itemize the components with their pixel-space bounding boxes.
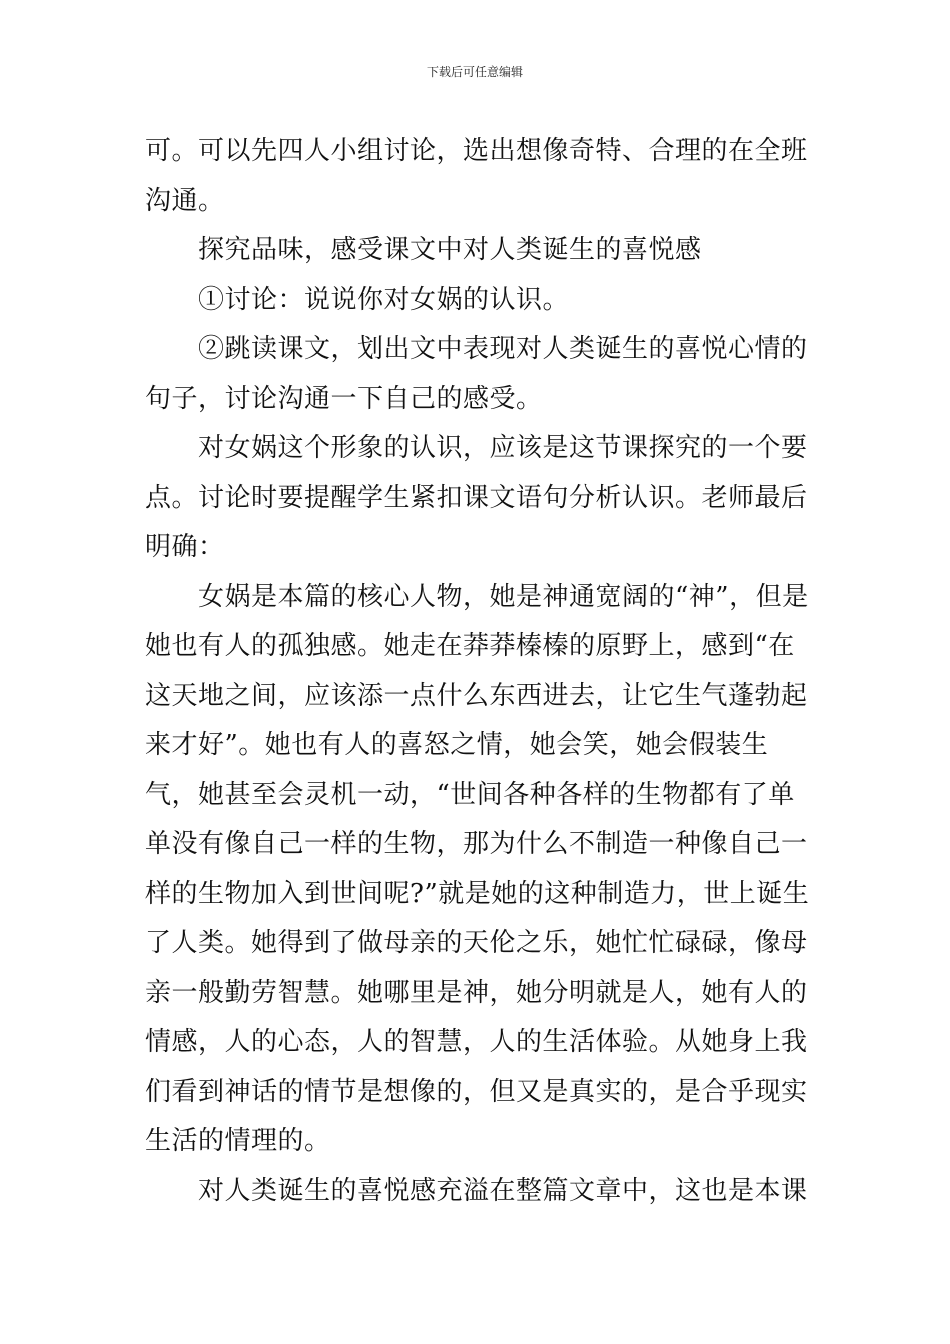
body-text xyxy=(145,127,810,1216)
paragraph-3: ①讨论：说说你对女娲的认识。 xyxy=(198,284,570,315)
paragraph-5: 对女娲这个形象的认识，应该是这节课探究的一个要点。讨论时要提醒学生紧扣课文语句分析认识。老师最后明确： xyxy=(145,433,808,562)
paragraph-7: 对人类诞生的喜悦感充溢在整篇文章中，这也是本课 xyxy=(198,1175,808,1206)
paragraph-1: 可。可以先四人小组讨论，选出想像奇特、合理的在全班沟通。 xyxy=(145,136,808,216)
paragraph-2: 探究品味，感受课文中对人类诞生的喜悦感 xyxy=(198,235,702,265)
page-header: 下载后可任意编辑 xyxy=(426,65,523,79)
paragraph-6: 女娲是本篇的核心人物，她是神通宽阔的“神”，但是她也有人的孤独感。她走在莽莽榛榛的原野上，感到“在这天地之间，应该添一点什么东西进去，让它生气蓬勃起来才好”。她也有人的喜怒之情，她会笑，她会假装生气，她甚至会灵机一动，“世间各种各样的生物都有了单单没有像自己一样的生物，那为什么不制造一种像自己一样的生物加入到世间呢?”就是她的这种制造力，世上诞生了人类。她得到了做母亲的天伦之乐，她忙忙碌碌，像母亲一般勤劳智慧。她哪里是神，她分明就是人，她有人的情感，人的心态，人的智慧，人的生活体验。从她身上我们看到神话的情节是想像的，但又是真实的，是合乎现实生活的情理的。 xyxy=(145,581,810,1156)
paragraph-4: ②跳读课文，划出文中表现对人类诞生的喜悦心情的句子，讨论沟通一下自己的感受。 xyxy=(145,334,808,414)
